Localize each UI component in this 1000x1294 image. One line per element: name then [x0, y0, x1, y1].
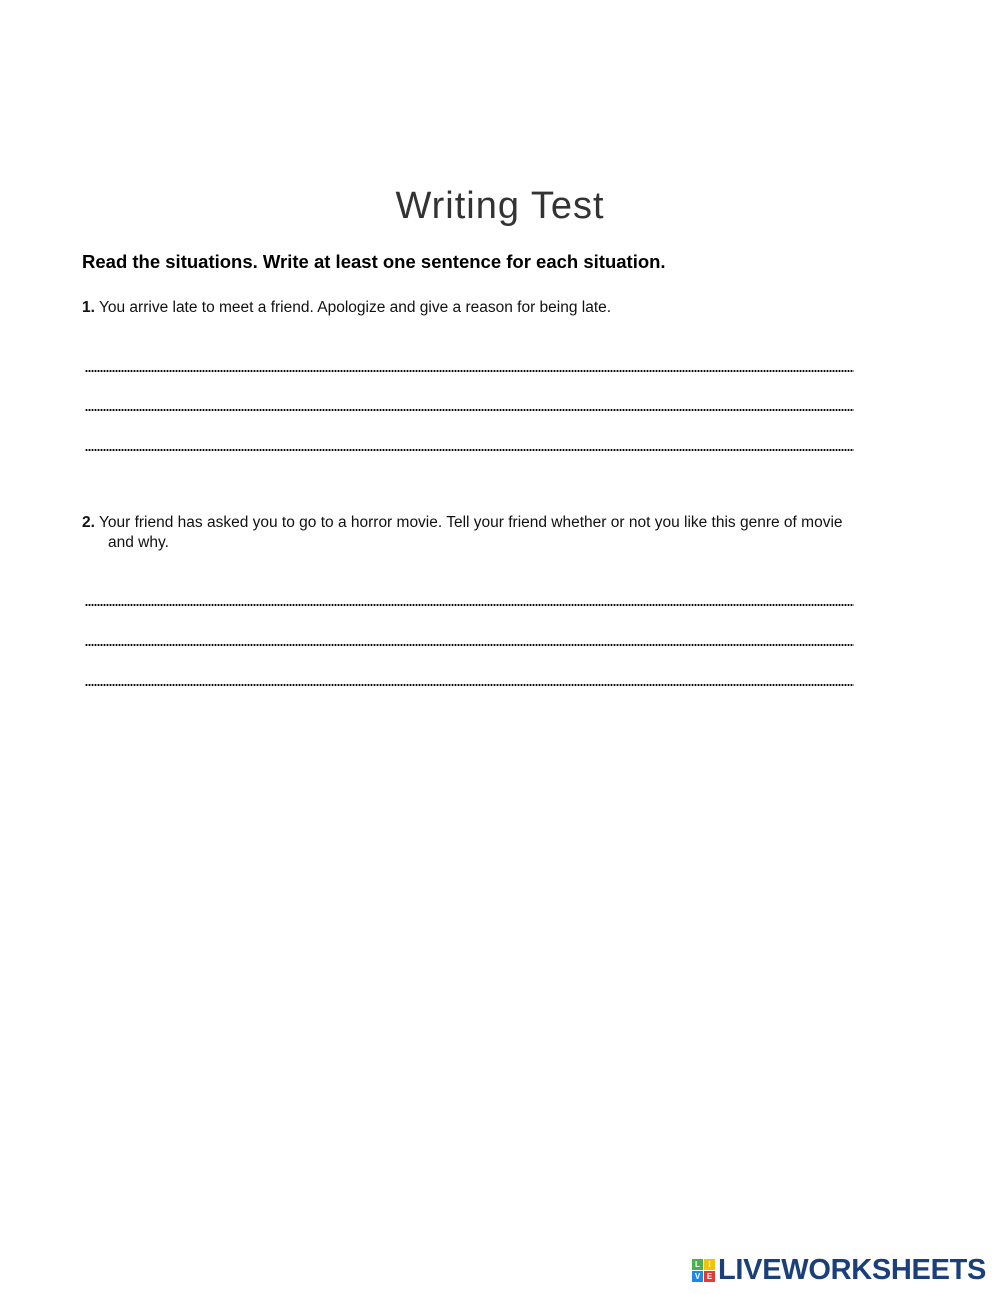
question-1	[82, 298, 611, 318]
question-1-number: 1.	[82, 299, 95, 316]
question-2	[82, 513, 912, 553]
answer-line-1-3[interactable]	[85, 448, 854, 452]
logo-wordmark: LIVEWORKSHEETS	[718, 1254, 987, 1286]
logo-letter-v: V	[692, 1271, 703, 1282]
question-2-number: 2.	[82, 514, 95, 531]
logo-mark-icon	[692, 1259, 715, 1282]
instruction-text: Read the situations. Write at least one sentence for each situation.	[82, 251, 666, 272]
page-title: Writing Test	[395, 185, 605, 227]
liveworksheets-logo	[692, 1255, 986, 1285]
answer-line-2-3[interactable]	[85, 683, 854, 687]
answer-line-2-1[interactable]	[85, 603, 854, 607]
logo-letter-i: I	[704, 1259, 715, 1270]
question-2-text: Your friend has asked you to go to a horror movie. Tell your friend whether or not you like this genre of movie	[98, 514, 843, 531]
logo-letter-l: L	[692, 1259, 703, 1270]
question-2-text-continued: and why.	[108, 534, 169, 551]
logo-letter-e: E	[704, 1271, 715, 1282]
answer-line-2-2[interactable]	[85, 643, 854, 647]
answer-line-1-2[interactable]	[85, 408, 854, 412]
question-1-text: You arrive late to meet a friend. Apologize and give a reason for being late.	[98, 299, 612, 316]
answer-line-1-1[interactable]	[85, 369, 854, 373]
